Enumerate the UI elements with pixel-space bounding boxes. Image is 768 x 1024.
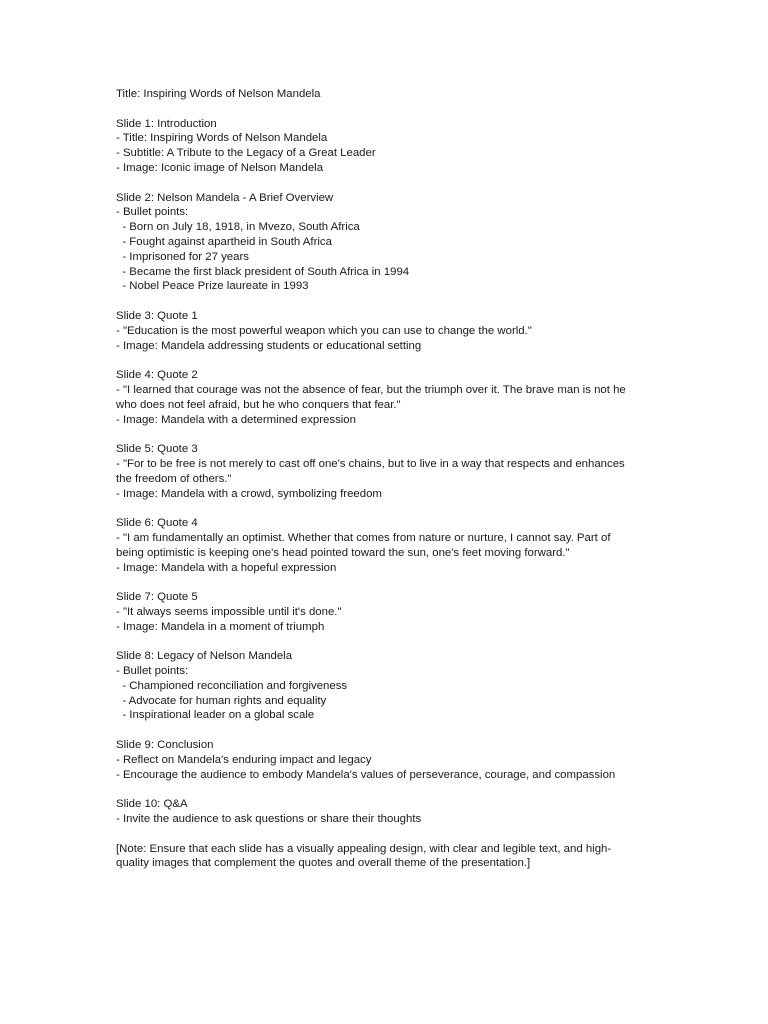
section-heading: Slide 1: Introduction xyxy=(116,117,217,130)
note-line: quality images that complement the quotes and overall theme of the presentation.] xyxy=(116,857,531,870)
section-heading: Slide 5: Quote 3 xyxy=(116,443,198,456)
section-line: - Reflect on Mandela's enduring impact and legacy xyxy=(116,753,372,766)
section-slide-6 xyxy=(116,516,656,575)
section-line: - Image: Mandela with a determined expression xyxy=(116,413,356,426)
section-heading: Slide 2: Nelson Mandela - A Brief Overview xyxy=(116,191,334,204)
section-line: - Encourage the audience to embody Mandela's values of perseverance, courage, and compassion xyxy=(116,768,616,781)
document-title: Title: Inspiring Words of Nelson Mandela xyxy=(116,88,321,100)
section-slide-7 xyxy=(116,590,656,634)
quote-line: - "Education is the most powerful weapon which you can use to change the world." xyxy=(116,324,532,337)
section-line: - Subtitle: A Tribute to the Legacy of a Great Leader xyxy=(116,147,376,160)
note-line: [Note: Ensure that each slide has a visually appealing design, with clear and legible text, and high- xyxy=(116,842,612,855)
bullet-item: - Fought against apartheid in South Africa xyxy=(116,235,332,248)
section-heading: Slide 10: Q&A xyxy=(116,798,188,811)
section-slide-5 xyxy=(116,442,656,501)
quote-line: the freedom of others." xyxy=(116,472,232,485)
section-line: - Image: Iconic image of Nelson Mandela xyxy=(116,161,324,174)
section-line: - Image: Mandela with a hopeful expression xyxy=(116,561,337,574)
section-slide-1 xyxy=(116,117,656,176)
note-block xyxy=(116,842,656,872)
section-slide-3 xyxy=(116,309,656,353)
bullet-item: - Championed reconciliation and forgiveness xyxy=(116,679,348,692)
section-line: - Bullet points: xyxy=(116,206,189,219)
bullet-item: - Imprisoned for 27 years xyxy=(116,250,249,263)
bullet-item: - Nobel Peace Prize laureate in 1993 xyxy=(116,280,309,293)
bullet-item: - Inspirational leader on a global scale xyxy=(116,709,315,722)
quote-line: - "For to be free is not merely to cast off one's chains, but to live in a way that respects and enhances xyxy=(116,457,625,470)
quote-line: - "It always seems impossible until it's done." xyxy=(116,605,342,618)
quote-line: being optimistic is keeping one's head pointed toward the sun, one's feet moving forward." xyxy=(116,546,570,559)
section-line: - Image: Mandela addressing students or educational setting xyxy=(116,339,422,352)
document-page xyxy=(116,87,656,886)
section-heading: Slide 9: Conclusion xyxy=(116,739,214,752)
section-slide-8 xyxy=(116,649,656,723)
quote-line: - "I am fundamentally an optimist. Whether that comes from nature or nurture, I cannot say. Part of xyxy=(116,531,611,544)
section-line: - Image: Mandela in a moment of triumph xyxy=(116,620,325,633)
section-heading: Slide 4: Quote 2 xyxy=(116,369,198,382)
bullet-item: - Advocate for human rights and equality xyxy=(116,694,327,707)
bullet-item: - Became the first black president of South Africa in 1994 xyxy=(116,265,410,278)
quote-line: - "I learned that courage was not the absence of fear, but the triumph over it. The brave man is not he xyxy=(116,383,626,396)
section-line: - Title: Inspiring Words of Nelson Mandela xyxy=(116,132,328,145)
section-heading: Slide 8: Legacy of Nelson Mandela xyxy=(116,650,293,663)
section-slide-9 xyxy=(116,738,656,782)
section-heading: Slide 3: Quote 1 xyxy=(116,309,198,322)
section-line: - Invite the audience to ask questions or share their thoughts xyxy=(116,813,422,826)
section-slide-2 xyxy=(116,191,656,295)
section-slide-10 xyxy=(116,797,656,827)
section-slide-4 xyxy=(116,368,656,427)
section-heading: Slide 6: Quote 4 xyxy=(116,517,198,530)
section-line: - Bullet points: xyxy=(116,665,189,678)
bullet-item: - Born on July 18, 1918, in Mvezo, South Africa xyxy=(116,221,360,234)
quote-line: who does not feel afraid, but he who conquers that fear." xyxy=(116,398,401,411)
section-line: - Image: Mandela with a crowd, symbolizing freedom xyxy=(116,487,382,500)
section-heading: Slide 7: Quote 5 xyxy=(116,591,198,604)
